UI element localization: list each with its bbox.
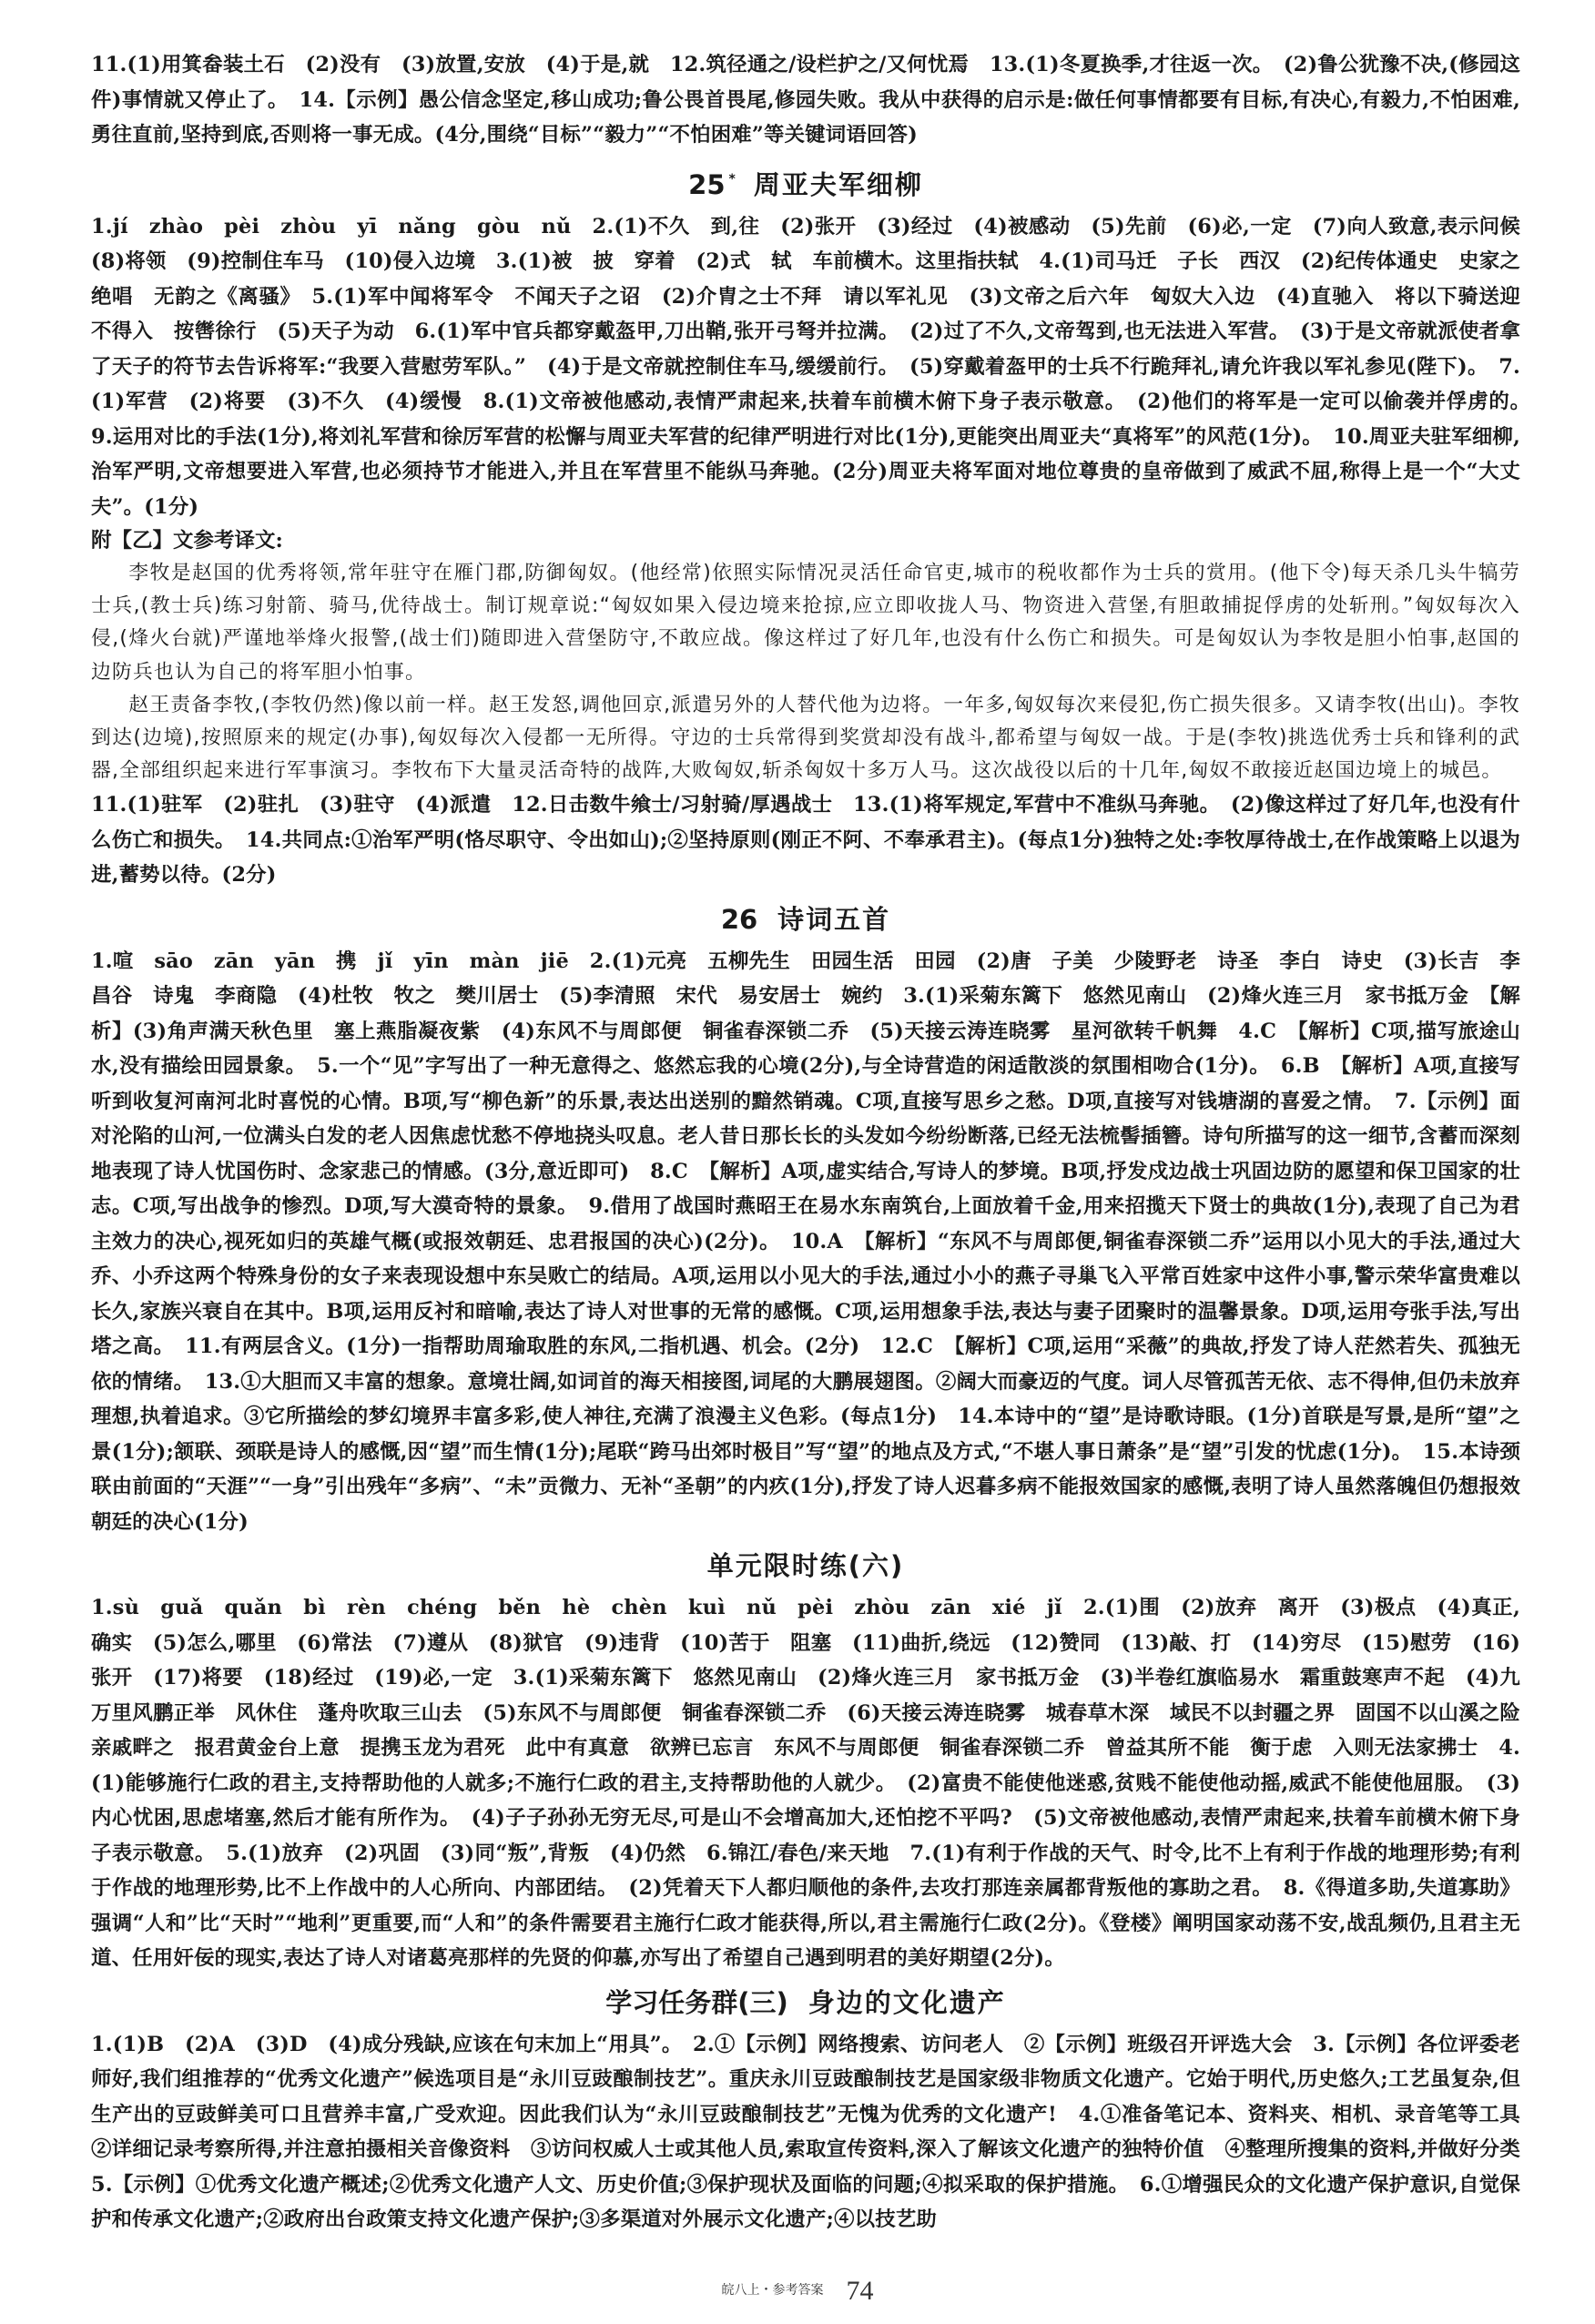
section-title: [91, 160, 1520, 204]
section-number: 26: [720, 903, 758, 935]
section-heading-text: 诗词五首: [777, 903, 891, 935]
section-heading-text: 身边的文化遗产: [808, 1986, 1006, 2018]
section-title: [91, 900, 1520, 939]
answer-paragraph: 1.喧 sāo zān yān 携 jǐ yīn màn jiē 2.(1)元亮 五柳先生 田园生活 田园 (2)唐 子美 少陵野老 诗圣 李白 诗史 (3)长吉 李昌谷 诗鬼 李商隐 (4)杜牧 牧之 樊川居士 (5)李清照 宋代 易安居士 婉约 3.(1)采菊东篱下 悠然见南山 (2)烽火连三月 家书抵万金 【解析】(3)角声满天秋色里 塞上燕脂凝夜紫 (4)东风不与周郎便 铜雀春深锁二乔 (5)天接云涛连晓雾 星河欲转千帆舞 4.C 【解析】C项,描写旅途山水,没有描绘田园景象。 5.一个“见”字写出了一种无意得之、悠然忘我的心境(2分),与全诗营造的闲适散淡的氛围相吻合(1分)。 6.B 【解析】A项,直接写听到收复河南河北时喜悦的心情。B项,写“柳色新”的乐景,表达出送别的黯然销魂。C项,直接写思乡之愁。D项,直接写对钱塘湖的喜爱之情。 7.【示例】面对沦陷的山河,一位满头白发的老人因焦虑忧愁不停地挠头叹息。老人昔日那长长的头发如今纷纷断落,已经无法梳髻插簪。诗句所描写的这一细节,含蓄而深刻地表现了诗人忧国伤时、念家悲己的情感。(3分,意近即可) 8.C 【解析】A项,虚实结合,写诗人的梦境。B项,抒发戍边战士巩固边防的愿望和保卫国家的壮志。C项,写出战争的惨烈。D项,写大漠奇特的景象。 9.借用了战国时燕昭王在易水东南筑台,上面放着千金,用来招揽天下贤士的典故(1分),表现了自己为君主效力的决心,视死如归的英雄气概(或报效朝廷、忠君报国的决心)(2分)。 10.A 【解析】“东风不与周郎便,铜雀春深锁二乔”运用以小见大的手法,通过大乔、小乔这两个特殊身份的女子来表现设想中东吴败亡的结局。A项,运用以小见大的手法,通过小小的燕子寻巢飞入平常百姓家中这件小事,警示荣华富贵难以长久,家族兴衰自在其中。B项,运用反衬和暗喻,表达了诗人对世事的无常的感慨。C项,运用想象手法,表达与妻子团聚时的温馨景象。D项,运用夸张手法,写出塔之高。 11.有两层含义。(1分)一指帮助周瑜取胜的东风,二指机遇、机会。(2分) 12.C 【解析】C项,运用“采薇”的典故,抒发了诗人茫然若失、孤独无依的情绪。 13.①大胆而又丰富的想象。意境壮阔,如词首的海天相接图,词尾的大鹏展翅图。②阔大而豪迈的气度。词人尽管孤苦无依、志不得伸,但仍未放弃理想,执着追求。③它所描绘的梦幻境界丰富多彩,使人神往,充满了浪漫主义色彩。(每点1分) 14.本诗中的“望”是诗歌诗眼。(1分)首联是写景,是所“望”之景(1分);颔联、颈联是诗人的感慨,因“望”而生情(1分);尾联“跨马出郊时极目”写“望”的地点及方式,“不堪人事日萧条”是“望”引发的忧虑(1分)。 15.本诗颈联由前面的“天涯”“一身”引出残年“多病”、“未”贡微力、无补“圣朝”的内疚(1分),抒发了诗人迟暮多病不能报效国家的感慨,表明了诗人虽然落魄但仍想报效朝廷的决心(1分): [91, 949, 1520, 1534]
translation-paragraph: 赵王责备李牧,(李牧仍然)像以前一样。赵王发怒,调他回京,派遣另外的人替代他为边将。一年多,匈奴每次来侵犯,伤亡损失很多。又请李牧(出山)。李牧到达(边境),按照原来的规定(办事),匈奴每次入侵都一无所得。守边的士兵常得到奖赏却没有战斗,都希望与匈奴一战。于是(李牧)挑选优秀士兵和锋利的武器,全部组织起来进行军事演习。李牧布下大量灵活奇特的战阵,大败匈奴,斩杀匈奴十多万人马。这次战役以后的十几年,匈奴不敢接近赵国边境上的城邑。: [91, 693, 1520, 783]
translation-paragraph: 李牧是赵国的优秀将领,常年驻守在雁门郡,防御匈奴。(他经常)依照实际情况灵活任命官吏,城市的税收都作为士兵的赏用。(他下令)每天杀几头牛犒劳士兵,(教士兵)练习射箭、骑马,优待战士。制订规章说:“匈奴如果入侵边境来抢掠,应立即收拢人马、物资进入营堡,有胆敢捕捉俘虏的处斩刑。”匈奴每次入侵,(烽火台就)严谨地举烽火报警,(战士们)随即进入营堡防守,不敢应战。像这样过了好几年,也没有什么伤亡和损失。可是匈奴认为李牧是胆小怕事,赵国的边防兵也认为自己的将军胆小怕事。: [91, 562, 1520, 684]
page-number: 74: [846, 2276, 874, 2306]
section-title: [91, 1547, 1520, 1585]
answer-paragraph: 11.(1)用箕畚装土石 (2)没有 (3)放置,安放 (4)于是,就 12.筑径通之/设栏护之/又何忧焉 13.(1)冬夏换季,才往返一次。 (2)鲁公犹豫不决,(修园这件)事情就又停止了。 14.【示例】愚公信念坚定,移山成功;鲁公畏首畏尾,修园失败。我从中获得的启示是:做任何事情都要有目标,有决心,有毅力,不怕困难,勇往直前,坚持到底,否则将一事无成。(4分,围绕“目标”“毅力”“不怕困难”等关键词语回答): [91, 53, 1520, 147]
section-number: 25: [688, 168, 726, 200]
section-number: 学习任务群(三): [605, 1986, 788, 2018]
page-footer: [0, 2276, 1595, 2307]
answer-content: [91, 47, 1541, 2238]
section-mark: *: [728, 171, 737, 187]
answer-paragraph: 1.jí zhào pèi zhòu yī nǎng gòu nǔ 2.(1)不久 到,往 (2)张开 (3)经过 (4)被感动 (5)先前 (6)必,一定 (7)向人致意,表示问候 (8)将领 (9)控制住车马 (10)侵入边境 3.(1)被 披 穿着 (2)式 轼 车前横木。这里指扶轼 4.(1)司马迁 子长 西汉 (2)纪传体通史 史家之绝唱 无韵之《离骚》 5.(1)军中闻将军令 不闻天子之诏 (2)介胄之士不拜 请以军礼见 (3)文帝之后六年 匈奴大入边 (4)直驰入 将以下骑送迎 不得入 按辔徐行 (5)天子为动 6.(1)军中官兵都穿戴盔甲,刀出鞘,张开弓弩并拉满。 (2)过了不久,文帝驾到,也无法进入军营。 (3)于是文帝就派使者拿了天子的符节去告诉将军:“我要入营慰劳军队。” (4)于是文帝就控制住车马,缓缓前行。 (5)穿戴着盔甲的士兵不行跪拜礼,请允许我以军礼参见(陛下)。 7.(1)军营 (2)将要 (3)不久 (4)缓慢 8.(1)文帝被他感动,表情严肃起来,扶着车前横木俯下身子表示敬意。 (2)他们的将军是一定可以偷袭并俘虏的。 9.运用对比的手法(1分),将刘礼军营和徐厉军营的松懈与周亚夫军营的纪律严明进行对比(1分),更能突出周亚夫“真将军”的风范(1分)。 10.周亚夫驻军细柳,治军严明,文帝想要进入军营,也必须持节才能进入,并且在军营里不能纵马奔驰。(2分)周亚夫将军面对地位尊贵的皇帝做到了威武不屈,称得上是一个“大丈夫”。(1分): [91, 214, 1541, 519]
answer-paragraph: 11.(1)驻军 (2)驻扎 (3)驻守 (4)派遣 12.日击数牛飨士/习射骑/厚遇战士 13.(1)将军规定,军营中不准纵马奔驰。 (2)像这样过了好几年,也没有什么伤亡和损失。 14.共同点:①治军严明(恪尽职守、令出如山);②坚持原则(刚正不阿、不奉承君主)。(每点1分)独特之处:李牧厚待战士,在作战策略上以退为进,蓄势以待。(2分): [91, 793, 1520, 888]
answer-paragraph: 1.sù guǎ quǎn bì rèn chéng běn hè chèn kuì nǔ pèi zhòu zān xié jǐ 2.(1)围 (2)放弃 离开 (3)极点 (4)真正,确实 (5)怎么,哪里 (6)常法 (7)遵从 (8)狱官 (9)违背 (10)苦于 阻塞 (11)曲折,绕远 (12)赞同 (13)敲、打 (14)穷尽 (15)慰劳 (16)张开 (17)将要 (18)经过 (19)必,一定 3.(1)采菊东篱下 悠然见南山 (2)烽火连三月 家书抵万金 (3)半卷红旗临易水 霜重鼓寒声不起 (4)九万里风鹏正举 风休住 蓬舟吹取三山去 (5)东风不与周郎便 铜雀春深锁二乔 (6)天接云涛连晓雾 城春草木深 域民不以封疆之界 固国不以山溪之险 亲戚畔之 报君黄金台上意 提携玉龙为君死 此中有真意 欲辨已忘言 东风不与周郎便 铜雀春深锁二乔 曾益其所不能 衡于虑 入则无法家拂士 4.(1)能够施行仁政的君主,支持帮助他的人就多;不施行仁政的君主,支持帮助他的人就少。 (2)富贵不能使他迷惑,贫贱不能使他动摇,威武不能使他屈服。 (3)内心忧困,思虑堵塞,然后才能有所作为。 (4)子子孙孙无穷无尽,可是山不会增高加大,还怕挖不平吗? (5)文帝被他感动,表情严肃起来,扶着车前横木俯下身子表示敬意。 5.(1)放弃 (2)巩固 (3)同“叛”,背叛 (4)仍然 6.锦江/春色/来天地 7.(1)有利于作战的天气、时令,比不上有利于作战的地理形势;有利于作战的地理形势,比不上作战中的人心所向、内部团结。 (2)凭着天下人都归顺他的条件,去攻打那连亲属都背叛他的寡助之君。 8.《得道多助,失道寡助》强调“人和”比“天时”“地利”更重要,而“人和”的条件需要君主施行仁政才能获得,所以,君主需施行仁政(2分)。《登楼》阐明国家动荡不安,战乱频仍,且君主无道、任用奸佞的现实,表达了诗人对诸葛亮那样的先贤的仰慕,亦写出了希望自己遇到明君的美好期望(2分)。: [91, 1596, 1541, 1971]
section-title: [91, 1984, 1520, 2022]
section-heading-text: 单元限时练(六): [706, 1550, 905, 1582]
section-heading-text: 周亚夫军细柳: [753, 168, 923, 200]
footer-label: 皖八上・参考答案: [721, 2283, 824, 2298]
answer-paragraph: 1.(1)B (2)A (3)D (4)成分残缺,应该在句末加上“用具”。 2.①【示例】网络搜索、访问老人 ②【示例】班级召开评选大会 3.【示例】各位评委老师好,我们组推荐的“优秀文化遗产”候选项目是“永川豆豉酿制技艺”。重庆永川豆豉酿制技艺是国家级非物质文化遗产。它始于明代,历史悠久;工艺虽复杂,但生产出的豆豉鲜美可口且营养丰富,广受欢迎。因此我们认为“永川豆豉酿制技艺”无愧为优秀的文化遗产! 4.①准备笔记本、资料夹、相机、录音笔等工具 ②详细记录考察所得,并注意拍摄相关音像资料 ③访问权威人士或其他人员,索取宣传资料,深入了解该文化遗产的独特价值 ④整理所搜集的资料,并做好分类 5.【示例】①优秀文化遗产概述;②优秀文化遗产人文、历史价值;③保护现状及面临的问题;④拟采取的保护措施。 6.①增强民众的文化遗产保护意识,自觉保护和传承文化遗产;②政府出台政策支持文化遗产保护;③多渠道对外展示文化遗产;④以技艺助: [91, 2032, 1541, 2232]
translation-heading: 附【乙】文参考译文:: [91, 529, 283, 553]
